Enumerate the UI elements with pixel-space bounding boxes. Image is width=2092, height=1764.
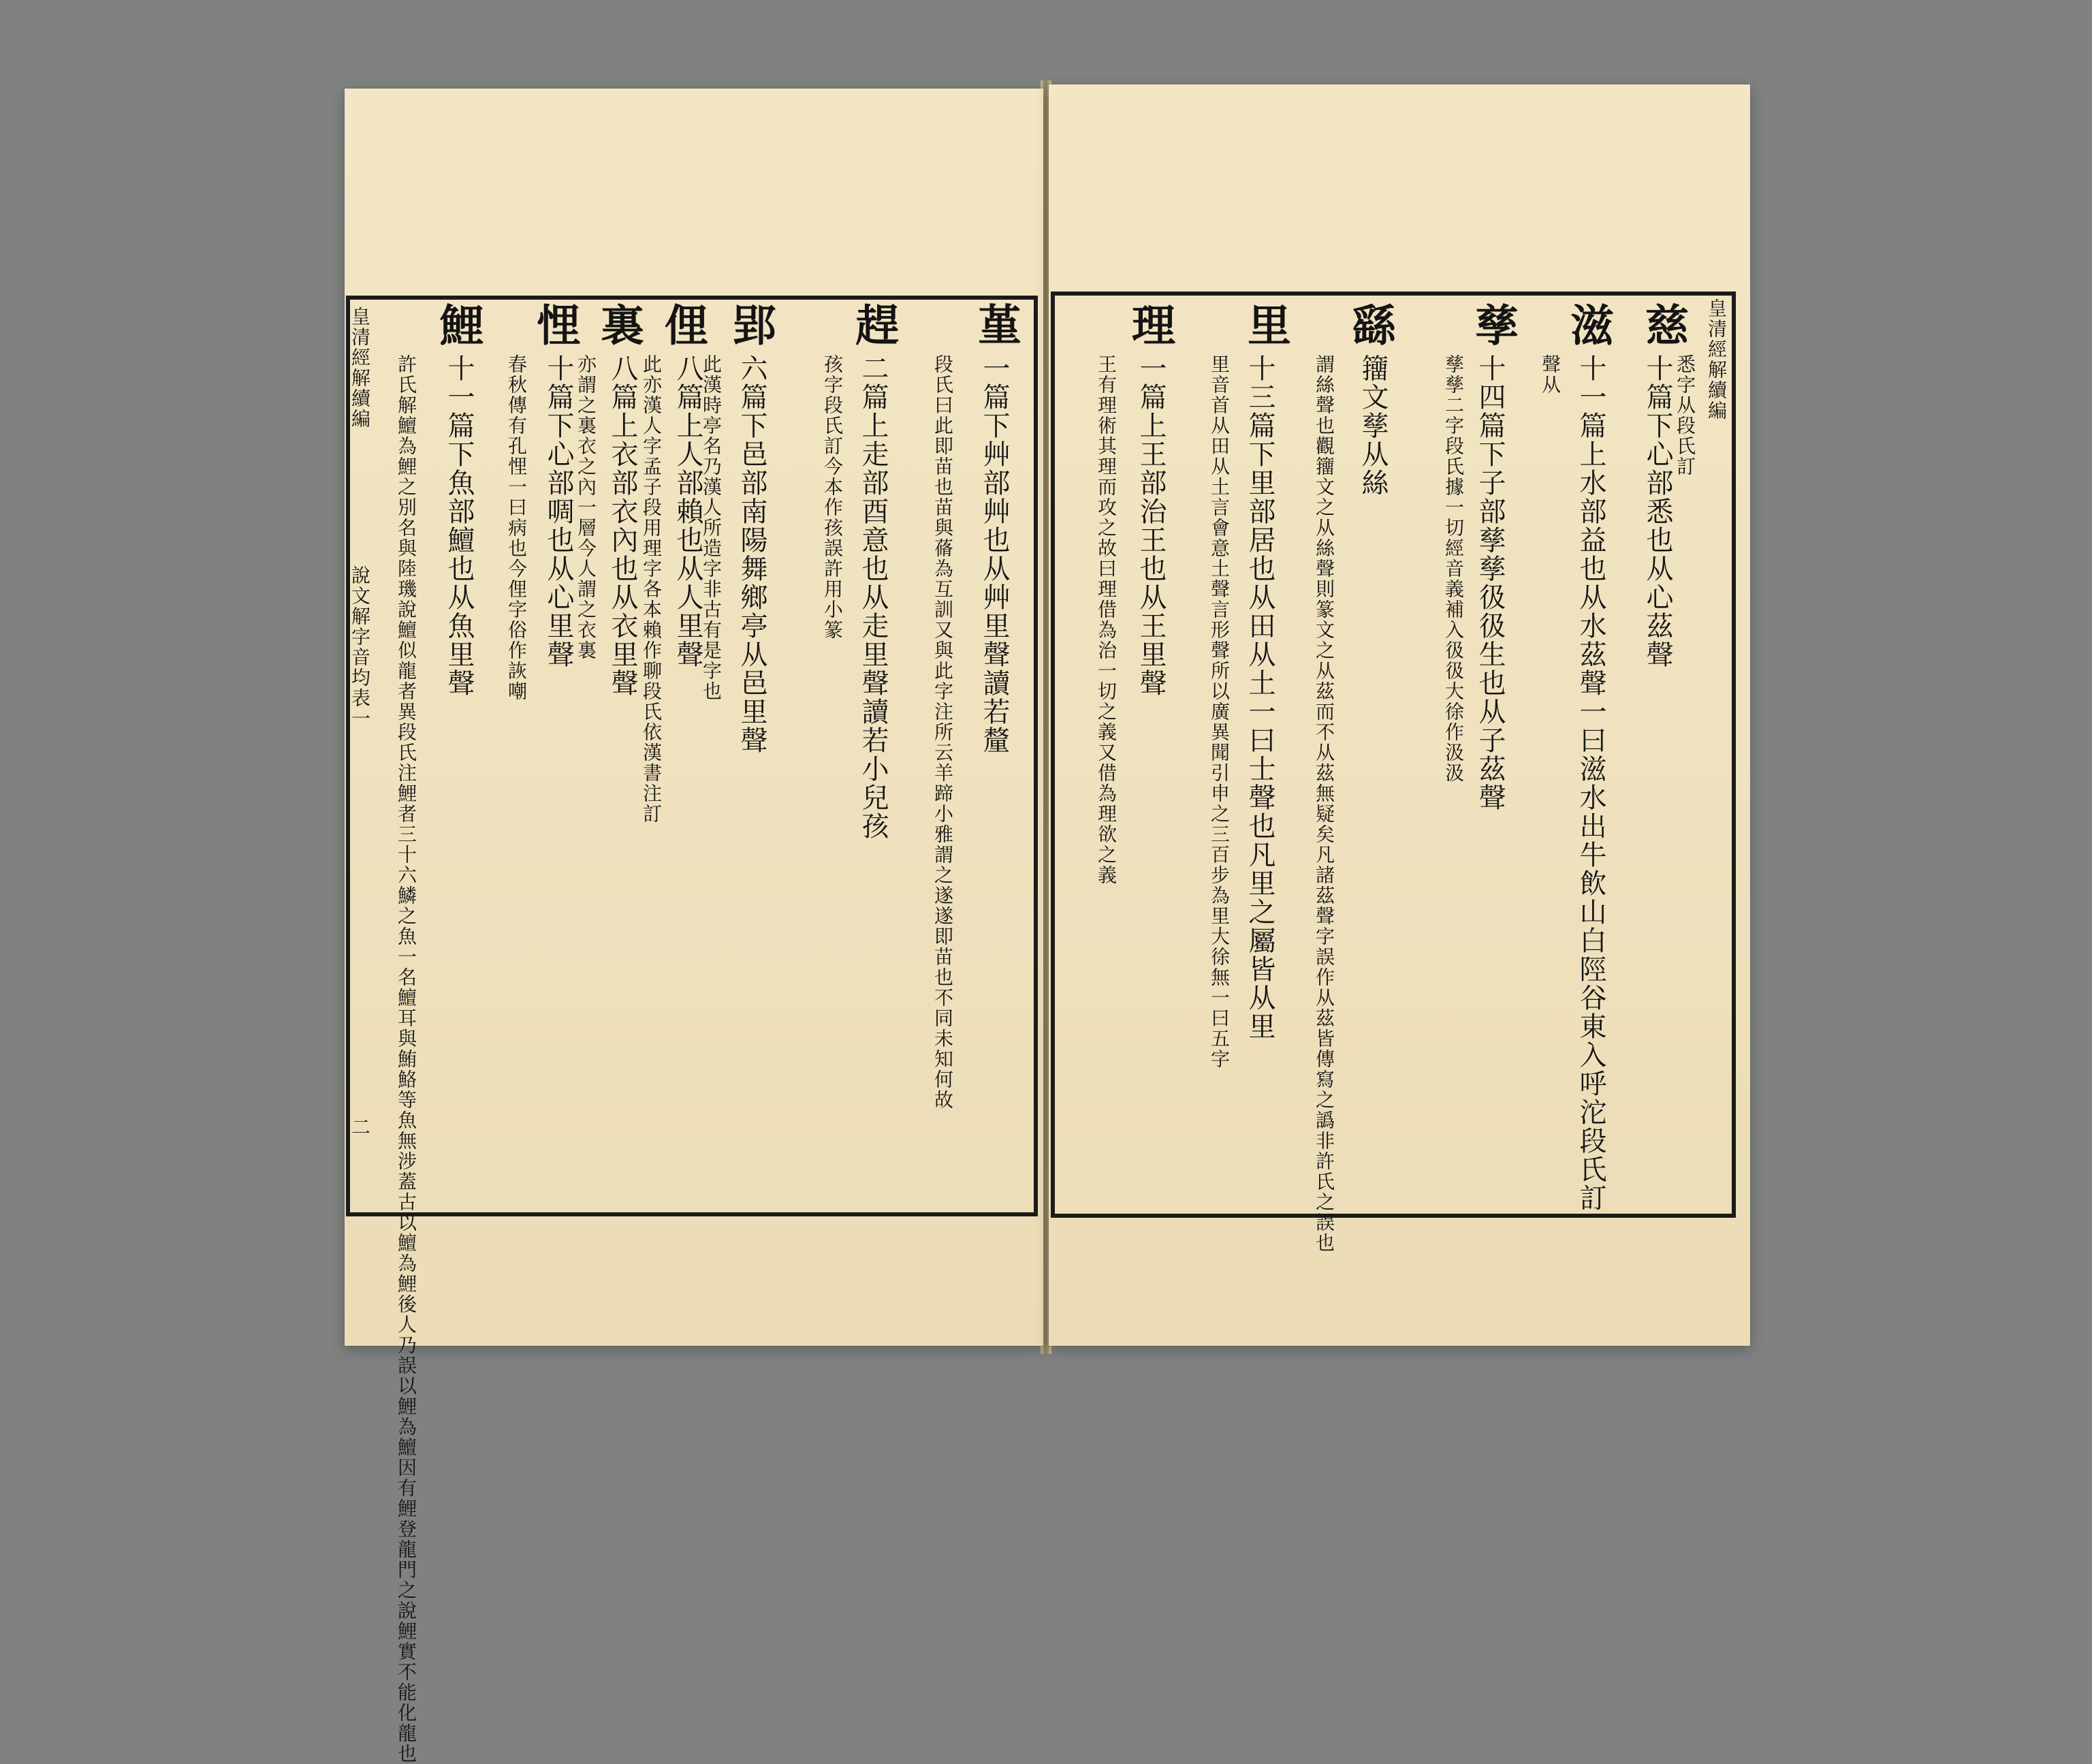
right-col-2-text: 十一篇上水部益也从水茲聲一曰滋水出牛飲山白陘谷東入呼沱段氏訂 [1575,354,1606,1212]
right-col-4-note: 謂絲聲也觀籒文之从絲聲則篆文之从茲而不从茲無疑矣凡諸茲聲字誤作从茲皆傳寫之譌非許氏之誤也 [1313,354,1335,1253]
left-col-7-text: 十一篇下魚部鱣也从魚里聲 [443,354,475,697]
right-col-4-head: 繇 [1345,302,1396,347]
left-col-5-note: 亦謂之裏衣之內一層今人謂之衣裏 [575,354,597,661]
right-margin-title: 皇清經解續編 [1705,298,1728,421]
left-col-1-text: 一篇下艸部艸也从艸里聲讀若釐 [979,354,1010,755]
right-col-2-note: 聲从 [1539,354,1562,395]
right-col-3-text: 十四篇下子部孳孳彶彶生也从子茲聲 [1474,354,1506,812]
left-col-1-head: 堇 [970,302,1021,347]
left-col-2-text: 二篇上走部酉意也从走里聲讀若小兒孩 [857,354,889,840]
left-col-5-text: 八篇上衣部衣內也从衣里聲 [607,354,638,697]
left-col-6-note: 春秋傳有孔悝一曰病也今俚字俗作詼嘲 [505,354,528,702]
right-col-2-head: 滋 [1563,302,1614,347]
left-col-6-head: 悝 [529,302,580,347]
left-col-5-head: 裏 [593,302,644,347]
right-col-5-note: 里音首从田从土言會意土聲言形聲所以廣異聞引申之三百步為里大徐無一曰五字 [1208,354,1231,1069]
right-col-6-text: 一篇上王部治王也从王里聲 [1135,354,1167,697]
left-col-1-note: 段氏曰此即苗也苗與蓨為互訓又與此字注所云羊蹄小雅謂之遂遂即苗也不同未知何故 [932,354,954,1110]
left-col-4-head: 俚 [657,302,708,347]
left-col-7-head: 鯉 [432,302,484,347]
left-col-2-head: 趕 [848,302,899,347]
right-col-3-head: 孳 [1468,302,1519,347]
left-col-4-note: 此亦漢人字孟子段用理字各本賴作聊段氏依漢書注訂 [640,354,663,824]
right-col-5-text: 十三篇下里部居也从田从土一曰士聲也凡里之屬皆从里 [1244,354,1275,1041]
left-col-3-head: 郢 [725,302,776,347]
right-col-5-head: 里 [1240,302,1291,347]
left-page-number: 二 [349,1117,371,1137]
right-col-1-note: 悉字从段氏訂 [1674,354,1696,477]
right-col-1-head: 慈 [1638,302,1689,347]
left-col-3-text: 六篇下邑部南陽舞鄉亭从邑里聲 [736,354,767,755]
right-col-6-note: 王有理術其理而攻之故曰理借為治一切之義又借為理欲之義 [1095,354,1118,885]
left-col-2-note: 孩字段氏訂今本作孩誤許用小篆 [821,354,844,640]
left-col-6-text: 十篇下心部啁也从心里聲 [543,354,574,669]
right-col-4-text: 籒文孳从絲 [1357,354,1389,497]
right-col-6-head: 理 [1124,302,1175,347]
right-col-3-note: 孳孳二字段氏據一切經音義補入彶彶大徐作汲汲 [1442,354,1465,783]
left-col-3-note: 此漢時亭名乃漢人所造字非古有是字也 [700,354,723,702]
left-margin-subtitle: 說文解字音均表一 [349,565,371,729]
left-col-4-text: 八篇上人部賴也从人里聲 [672,354,703,669]
right-col-1-text: 十篇下心部悉也从心茲聲 [1642,354,1673,669]
left-margin-title: 皇清經解續編 [349,306,371,429]
left-col-7-note: 許氏解鱣為鯉之別名與陸璣說鱣似龍者異段氏注鯉者三十六鱗之魚一名鱣耳與鮪鮥等魚無涉蓋古以鱣為鯉後人乃誤以鯉為鱣因有鯉登龍門之說鯉實不能化龍也 [395,354,417,1764]
